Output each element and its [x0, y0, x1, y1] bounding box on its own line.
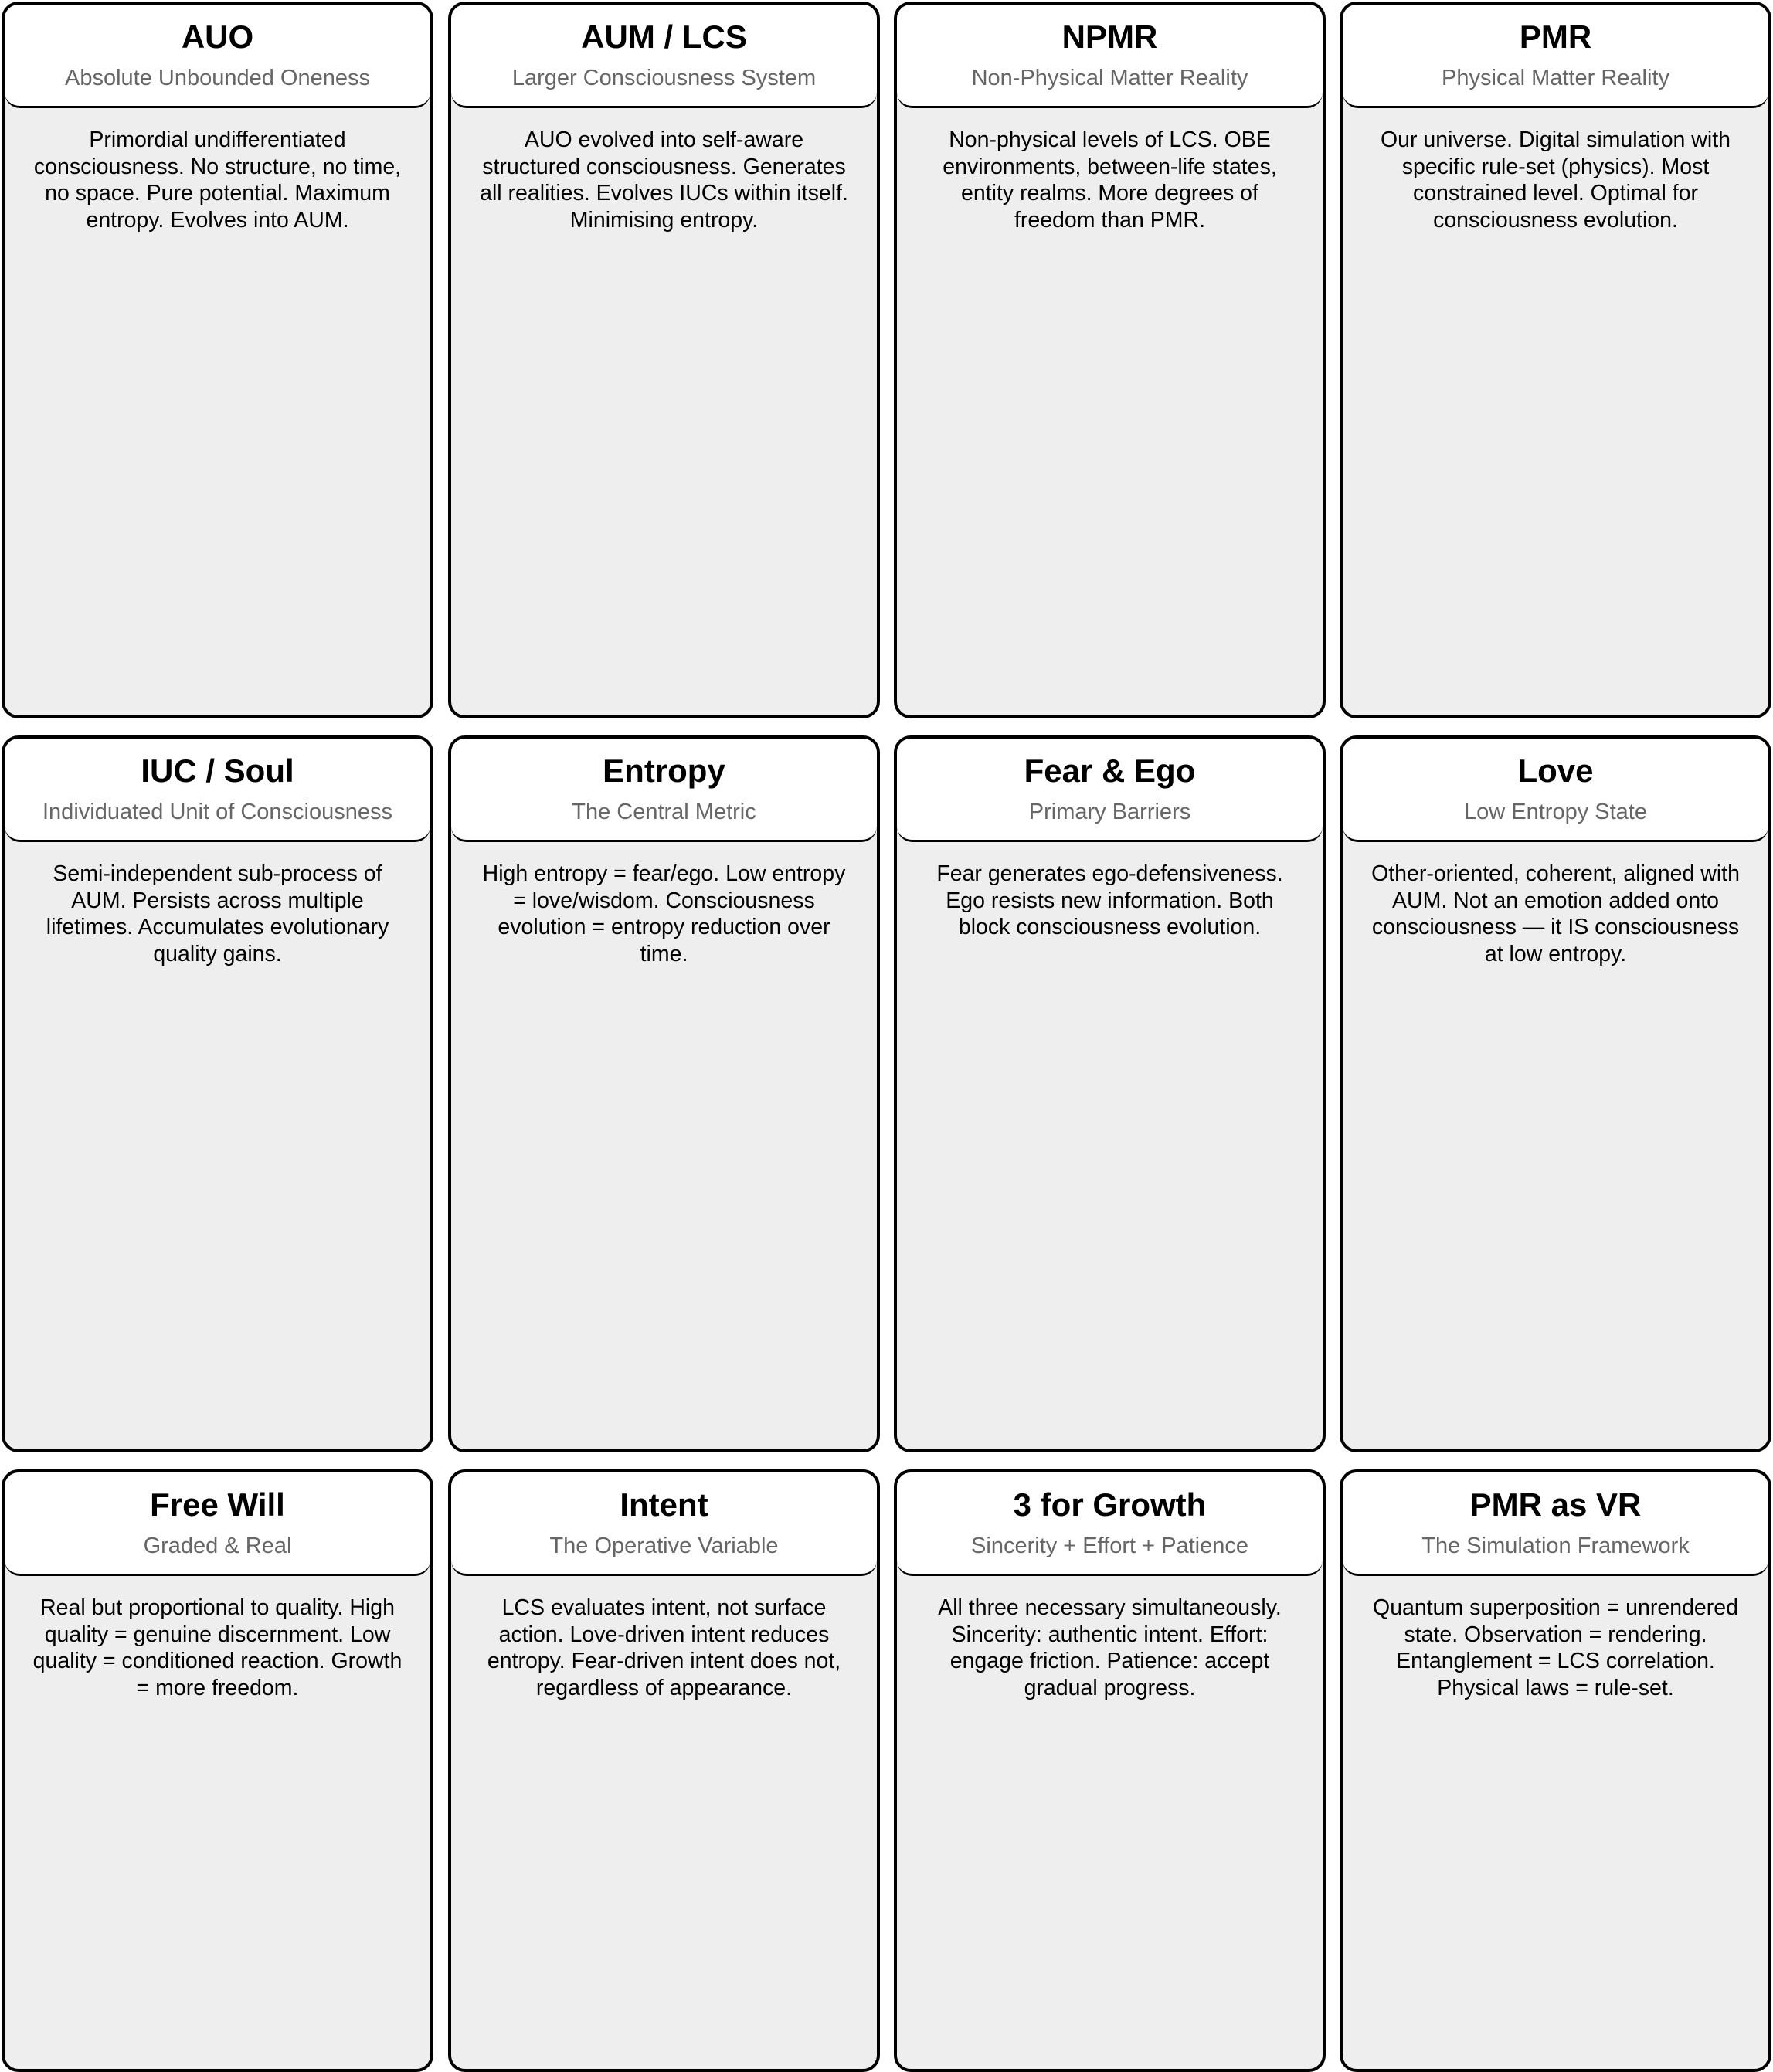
card-entropy: [448, 735, 880, 1452]
card-description: Other-oriented, coherent, aligned with AUM. Not an emotion added onto consciousness — it IS consciousness at low entropy.: [1371, 861, 1740, 966]
card-npmr: [894, 2, 1326, 718]
card-header: [451, 739, 877, 842]
card-header: [897, 739, 1323, 842]
card-love: [1340, 735, 1771, 1452]
card-free-will: [2, 1469, 433, 2072]
card-subtitle: Individuated Unit of Consciousness: [42, 800, 392, 824]
card-header: [5, 5, 430, 108]
card-title: Entropy: [603, 752, 725, 789]
card-description: Our universe. Digital simulation with specific rule-set (physics). Most constrained level. Optimal for consciousness evolution.: [1380, 127, 1731, 233]
card-description: Quantum superposition = unrendered state. Observation = rendering. Entanglement = LCS correlation. Physical laws = rule-set.: [1373, 1595, 1738, 1700]
card-header: [451, 5, 877, 108]
card-pmr: [1340, 2, 1771, 718]
card-intent: [448, 1469, 880, 2072]
card-description: AUO evolved into self-aware structured consciousness. Generates all realities. Evolves IUCs within itself. Minimising entropy.: [480, 127, 848, 233]
card-header: [1343, 1472, 1768, 1576]
card-header: [5, 1472, 430, 1576]
card-title: IUC / Soul: [141, 752, 294, 789]
card-title: 3 for Growth: [1013, 1486, 1207, 1523]
card-title: AUO: [181, 19, 254, 55]
card-subtitle: Larger Consciousness System: [511, 66, 817, 90]
card-subtitle: Sincerity + Effort + Patience: [971, 1534, 1248, 1558]
card-description: Primordial undifferentiated consciousness. No structure, no time, no space. Pure potential. Maximum entropy. Evolves into AUM.: [33, 127, 402, 233]
card-3-for-growth: [894, 1469, 1326, 2072]
card-header: [1343, 739, 1768, 842]
card-header: [897, 5, 1323, 108]
card-fear-ego: [894, 735, 1326, 1452]
card-description: All three necessary simultaneously. Sincerity: authentic intent. Effort: engage friction. Patience: accept gradual progress.: [938, 1595, 1282, 1700]
card-description: Real but proportional to quality. High quality = genuine discernment. Low quality = conditioned reaction. Growth = more freedom.: [32, 1595, 402, 1700]
card-description: Fear generates ego-defensiveness. Ego resists new information. Both block consciousness evolution.: [936, 861, 1283, 939]
card-auo: [2, 2, 433, 718]
card-subtitle: The Simulation Framework: [1421, 1534, 1690, 1558]
card-header: [1343, 5, 1768, 108]
card-subtitle: Non-Physical Matter Reality: [971, 66, 1248, 90]
card-subtitle: The Central Metric: [572, 800, 756, 824]
card-subtitle: Physical Matter Reality: [1442, 66, 1669, 90]
card-title: Love: [1517, 752, 1594, 789]
card-subtitle: Primary Barriers: [1028, 800, 1191, 824]
card-title: AUM / LCS: [581, 19, 747, 55]
card-title: PMR as VR: [1469, 1486, 1642, 1523]
card-header: [5, 739, 430, 842]
card-title: Fear & Ego: [1024, 752, 1196, 789]
card-description: Non-physical levels of LCS. OBE environments, between-life states, entity realms. More degrees of freedom than PMR.: [943, 127, 1277, 233]
card-header: [451, 1472, 877, 1576]
card-aum-lcs: [448, 2, 880, 718]
card-title: Intent: [620, 1486, 708, 1523]
card-subtitle: Graded & Real: [143, 1534, 292, 1558]
card-title: NPMR: [1061, 19, 1158, 55]
card-title: Free Will: [150, 1486, 285, 1523]
card-subtitle: Low Entropy State: [1464, 800, 1647, 824]
card-subtitle: The Operative Variable: [549, 1534, 779, 1558]
card-pmr-as-vr: [1340, 1469, 1771, 2072]
card-subtitle: Absolute Unbounded Oneness: [64, 66, 370, 90]
card-description: Semi-independent sub-process of AUM. Persists across multiple lifetimes. Accumulates evolutionary quality gains.: [46, 861, 389, 966]
card-header: [897, 1472, 1323, 1576]
card-description: LCS evaluates intent, not surface action. Love-driven intent reduces entropy. Fear-driven intent does not, regardless of appearance.: [487, 1595, 841, 1700]
card-description: High entropy = fear/ego. Low entropy = love/wisdom. Consciousness evolution = entropy reduction over time.: [482, 861, 846, 966]
card-iuc-soul: [2, 735, 433, 1452]
card-title: PMR: [1519, 19, 1592, 55]
